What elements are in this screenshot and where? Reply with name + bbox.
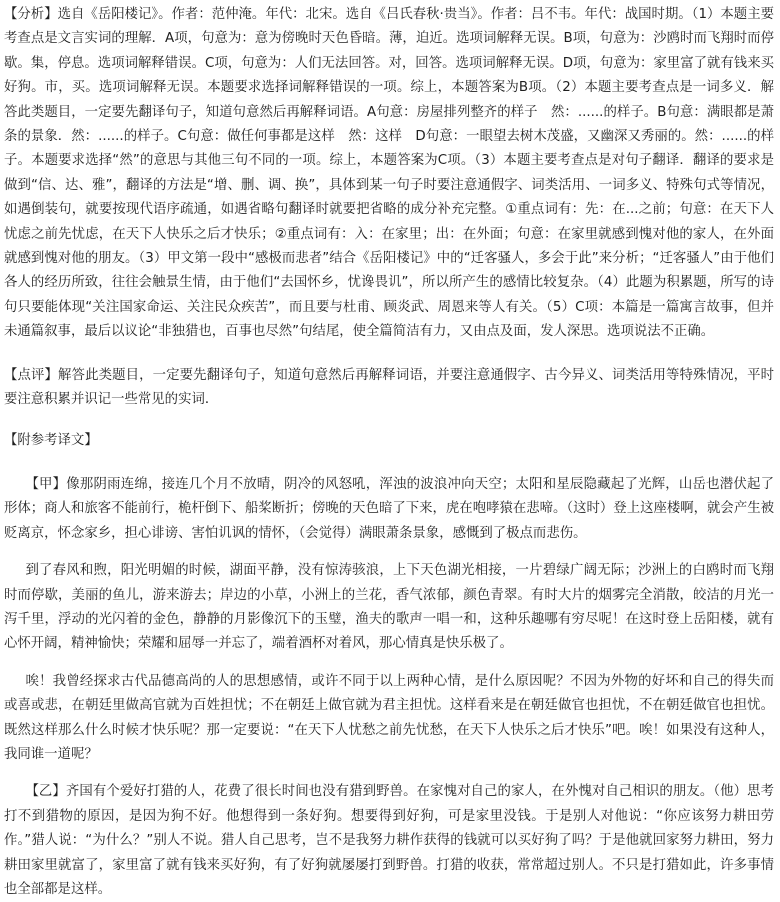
comment-section <box>4 364 774 413</box>
translation-paragraph-yi: 【乙】齐国有个爱好打猎的人，花费了很长时间也没有猎到野兽。在家愧对自己的家人，在外愧对自己相识的朋友。（他）思考打不到猎物的原因，是因为狗不好。他想得到一条好狗。想要得到好狗，可是家里没钱。于是别人对他说：“你应该努力耕田劳作。”猎人说：“为什么？”别人不说。猎人自己思考，岂不是我努力耕作获得的钱就可以买好狗了吗？于是他就回家努力耕田，努力耕田家里就富了，家里富了就有钱来买好狗，有了好狗就屡屡打到野兽。打猎的收获，常常超过别人。不只是打猎如此，许多事情也全部都是这样。 <box>4 784 774 897</box>
analysis-label: 【分析】 <box>4 7 58 22</box>
analysis-text: 选自《岳阳楼记》。作者：范仲淹。年代：北宋。选自《吕氏春秋·贵当》。作者：吕不韦。年代：战国时期。（1）本题主要考查点是文言实词的理解．A项，句意为：意为傍晚时天色昏暗。薄，迫近。选项词解释无误。B项，句意为：沙鸥时而飞翔时而停歇。集，停息。选项词解释错误。C项，句意为：人们无法回答。对，回答。选项词解释无误。D项，句意为：家里富了就有钱来买好狗。市，买。选项词解释无误。本题要求选择词解释错误的一项。综上，本题答案为B项。（2）本题主要考查点是一词多义．解答此类题目，一定要先翻译句子，知道句意然后再解释词语。A句意：房屋排列整齐的样子 然：......的样子。B句意：满眼都是萧条的景象．然：......的样子。C句意：做任何事都是这样 然：这样 D句意：一眼望去树木茂盛，又幽深又秀丽的。然：......的样子。本题要求选择“然”的意思与其他三句不同的一项。综上，本题答案为C项。（3）本题主要考查点是对句子翻译．翻译的要求是做到“信、达、雅”，翻译的方法是“增、删、调、换”，具体到某一句子时要注意通假字、词类活用、一词多义、特殊句式等情况，如遇倒装句，就要按现代语序疏通，如遇省略句翻译时就要把省略的成分补充完整。①重点词有：先：在...之前；句意：在天下人忧虑之前先忧虑，在天下人快乐之后才快乐；②重点词有：入：在家里；出：在外面；句意：在家里就感到愧对他的家人，在外面就感到愧对他的朋友。（3）甲文第一段中“感极而悲者”结合《岳阳楼记》中的“迁客骚人，多会于此”来分析；“迁客骚人”由于他们各人的经历所致，往往会触景生情，由于他们“去国怀乡，忧谗畏讥”，所以所产生的感情比较复杂。（4）此题为积累题，所写的诗句只要能体现“关注国家命运、关注民众疾苦”，而且要与杜甫、顾炎武、周恩来等人有关。（5）C项：本篇是一篇寓言故事，但并未通篇叙事，最后以议论“非独猎也，百事也尽然”句结尾，使全篇简洁有力，又由点及面，发人深思。选项说法不正确。 <box>4 7 774 340</box>
translation-paragraph-jia-1: 【甲】像那阴雨连绵，接连几个月不放晴，阴冷的风怒吼，浑浊的波浪冲向天空；太阳和星辰隐藏起了光辉，山岳也潜伏起了形体；商人和旅客不能前行，桅杆倒下、船桨断折；傍晚的天色暗了下来，虎在咆哮猿在悲啼。（这时）登上这座楼啊，就会产生被贬离京，怀念家乡，担心诽谤、害怕讥讽的情怀，（会觉得）满眼萧条景象，感慨到了极点而悲伤。 <box>4 476 774 541</box>
comment-text: 解答此类题目，一定要先翻译句子，知道句意然后再解释词语，并要注意通假字、古今异义、词类活用等特殊情况，平时要注意积累并识记一些常见的实词． <box>4 367 774 408</box>
comment-label: 【点评】 <box>4 367 59 383</box>
translation-paragraph-jia-3: 唉！我曾经探求古代品德高尚的人的思想感情，或许不同于以上两种心情，是什么原因呢？不因为外物的好坏和自己的得失而或喜或悲，在朝廷里做高官就为百姓担忧；不在朝廷上做官就为君主担忧。这样看来是在朝廷做官也担忧，不在朝廷做官也担忧。既然这样那么什么时候才快乐呢？那一定要说：“在天下人忧愁之前先忧愁，在天下人快乐之后才快乐”吧。唉！如果没有这种人，我同谁一道呢？ <box>4 673 774 762</box>
translation-paragraph-jia-2: 到了春风和煦，阳光明媚的时候，湖面平静，没有惊涛骇浪，上下天色湖光相接，一片碧绿广阔无际；沙洲上的白鸥时而飞翔时而停歇，美丽的鱼儿，游来游去；岸边的小草，小洲上的兰花，香气浓郁，颜色青翠。有时大片的烟雾完全消散，皎洁的月光一泻千里，浮动的光闪着的金色，静静的月影像沉下的玉璧，渔夫的歌声一唱一和，这种乐趣哪有穷尽呢！在这时登上岳阳楼，就有心怀开阔，精神愉快；荣耀和屈辱一并忘了，端着酒杯对着风，那心情真是快乐极了。 <box>4 563 774 652</box>
analysis-section <box>4 3 774 345</box>
translation-heading: 【附参考译文】 <box>4 432 98 448</box>
